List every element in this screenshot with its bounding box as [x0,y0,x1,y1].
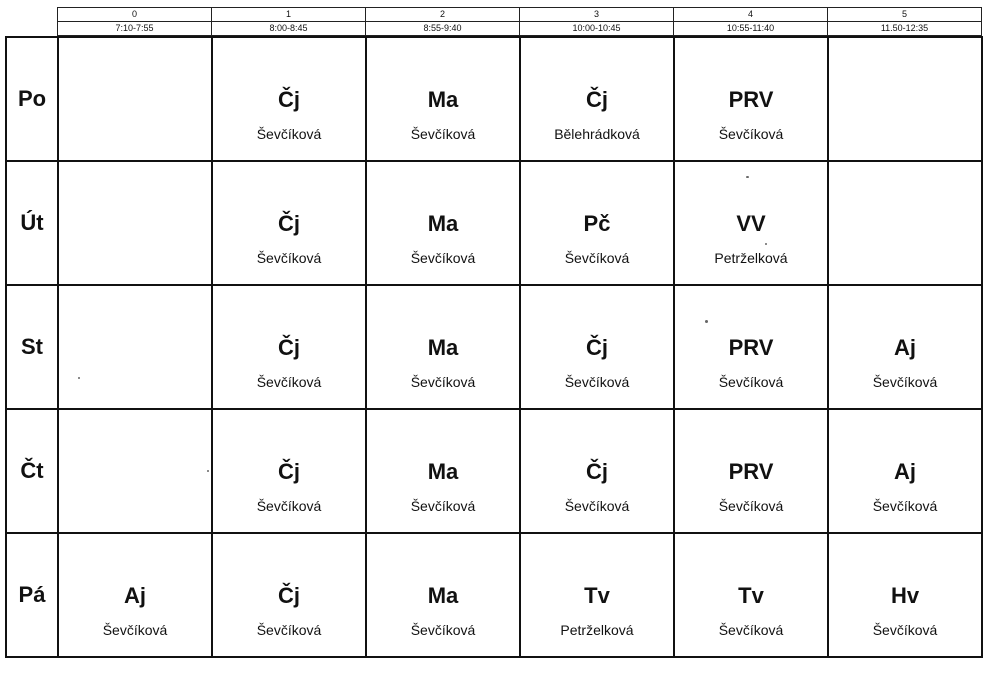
teacher-label: Ševčíková [872,374,938,390]
subject-label: Čj [586,459,608,484]
teacher-label: Bělehrádková [554,126,640,142]
day-label: Pá [6,533,58,657]
period-header [57,7,982,36]
subject-label: Čj [278,211,300,236]
day-row [6,409,982,533]
period-time: 7:10-7:55 [58,22,212,36]
teacher-label: Ševčíková [718,622,784,638]
timetable-grid [5,36,983,658]
period-time: 10:00-10:45 [520,22,674,36]
period-number: 5 [828,8,982,22]
lesson-cell [58,533,212,657]
lesson-cell [828,285,982,409]
lesson-cell [366,285,520,409]
period-time: 8:00-8:45 [212,22,366,36]
lesson-cell [674,285,828,409]
lesson-cell [828,161,982,285]
subject-label: Čj [278,583,300,608]
teacher-label: Ševčíková [872,498,938,514]
scan-speck [765,243,767,245]
teacher-label: Ševčíková [410,374,476,390]
lesson-cell [520,409,674,533]
period-number: 3 [520,8,674,22]
period-time: 10:55-11:40 [674,22,828,36]
lesson-cell [366,161,520,285]
teacher-label: Ševčíková [410,498,476,514]
subject-label: PRV [728,87,774,112]
lesson-cell [212,409,366,533]
teacher-label: Ševčíková [102,622,168,638]
subject-label: Ma [427,211,459,236]
subject-label: Pč [583,211,611,236]
subject-label: Čj [278,87,300,112]
day-row [6,533,982,657]
subject-label: Čj [278,335,300,360]
subject-label: Tv [584,583,610,608]
lesson-cell [828,533,982,657]
lesson-cell [58,37,212,161]
lesson-cell [58,285,212,409]
lesson-cell [520,37,674,161]
period-time-row [58,22,982,36]
subject-label: Čj [278,459,300,484]
teacher-label: Petrželková [560,622,634,638]
lesson-cell [674,161,828,285]
subject-label: Ma [427,87,459,112]
period-number: 0 [58,8,212,22]
teacher-label: Ševčíková [410,622,476,638]
day-label: Út [6,161,58,285]
teacher-label: Ševčíková [256,498,322,514]
teacher-label: Ševčíková [256,622,322,638]
teacher-label: Ševčíková [410,126,476,142]
teacher-label: Ševčíková [256,250,322,266]
day-label: Čt [6,409,58,533]
lesson-cell [212,37,366,161]
day-label: St [6,285,58,409]
period-number: 1 [212,8,366,22]
lesson-cell [58,161,212,285]
teacher-label: Ševčíková [564,374,630,390]
teacher-label: Petrželková [714,250,788,266]
subject-label: Hv [890,583,920,608]
day-label: Po [6,37,58,161]
lesson-cell [520,161,674,285]
lesson-cell [366,533,520,657]
subject-label: Aj [124,583,146,608]
teacher-label: Ševčíková [872,622,938,638]
lesson-cell [520,285,674,409]
day-row [6,285,982,409]
lesson-cell [520,533,674,657]
scan-speck [207,470,209,472]
subject-label: Tv [738,583,764,608]
subject-label: Ma [427,459,459,484]
teacher-label: Ševčíková [564,250,630,266]
period-number: 4 [674,8,828,22]
scan-speck [705,320,708,323]
lesson-cell [674,533,828,657]
lesson-cell [366,37,520,161]
period-number: 2 [366,8,520,22]
period-time: 11.50-12:35 [828,22,982,36]
lesson-cell [674,37,828,161]
subject-label: PRV [728,459,774,484]
teacher-label: Ševčíková [718,374,784,390]
day-row [6,37,982,161]
scan-speck [746,176,749,178]
teacher-label: Ševčíková [564,498,630,514]
teacher-label: Ševčíková [718,498,784,514]
lesson-cell [828,37,982,161]
subject-label: Čj [586,335,608,360]
subject-label: PRV [728,335,774,360]
teacher-label: Ševčíková [256,126,322,142]
lesson-cell [366,409,520,533]
teacher-label: Ševčíková [256,374,322,390]
lesson-cell [212,533,366,657]
subject-label: Aj [894,335,916,360]
lesson-cell [212,285,366,409]
subject-label: VV [736,211,766,236]
lesson-cell [828,409,982,533]
subject-label: Aj [894,459,916,484]
subject-label: Ma [427,583,459,608]
scan-speck [78,377,80,379]
lesson-cell [58,409,212,533]
day-row [6,161,982,285]
teacher-label: Ševčíková [718,126,784,142]
lesson-cell [212,161,366,285]
subject-label: Čj [586,87,608,112]
period-number-row [58,8,982,22]
lesson-cell [674,409,828,533]
teacher-label: Ševčíková [410,250,476,266]
period-time: 8:55-9:40 [366,22,520,36]
subject-label: Ma [427,335,459,360]
